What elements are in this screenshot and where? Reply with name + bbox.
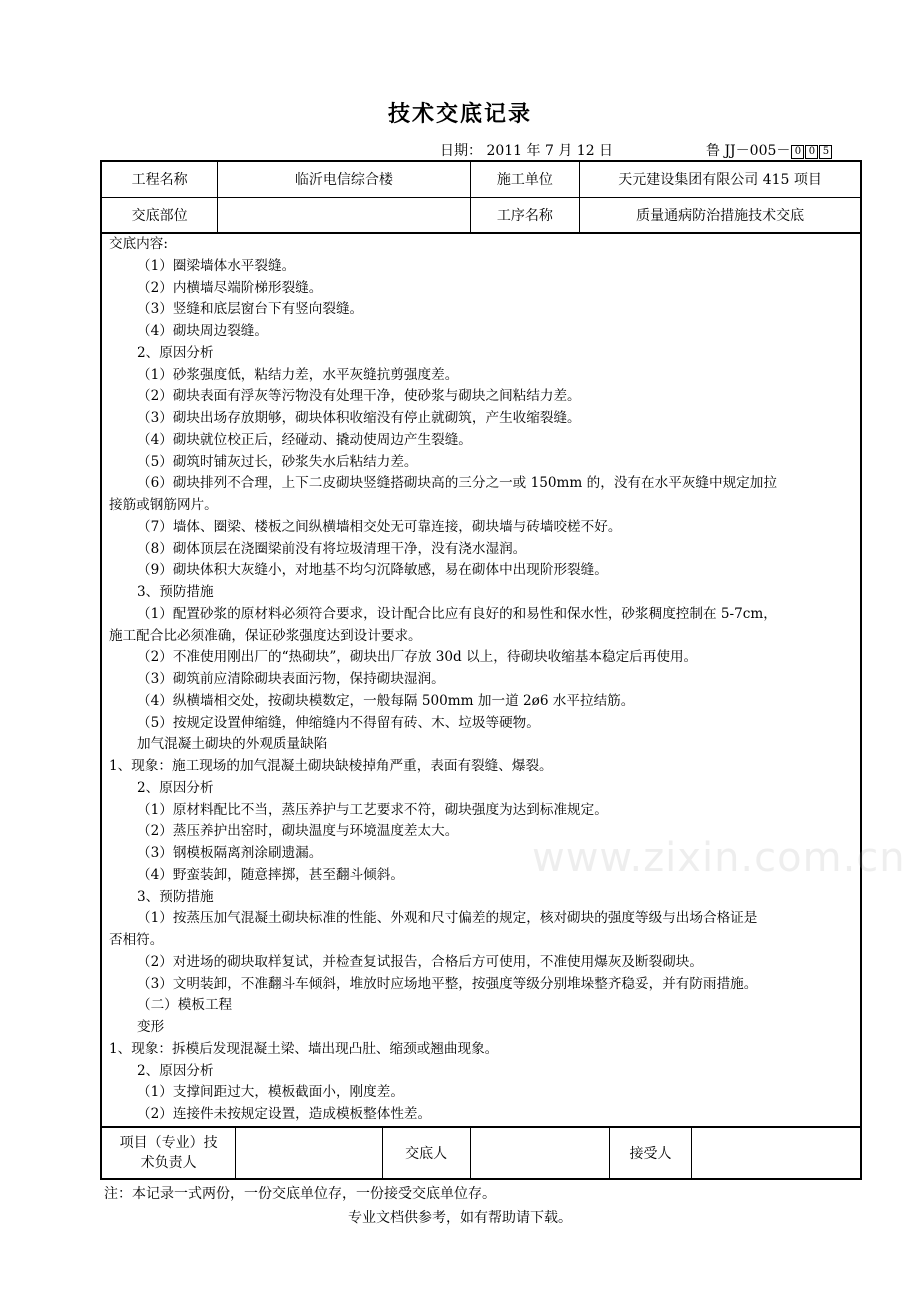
content-line: （1）砂浆强度低，粘结力差，水平灰缝抗剪强度差。	[137, 366, 459, 383]
handover-person-label: 交底人	[382, 1127, 470, 1179]
content-line: （4）砌块周边裂缝。	[137, 323, 268, 339]
content-line: （1）圈梁墙体水平裂缝。	[137, 257, 296, 274]
content-line: （5）砌筑时铺灰过长，砂浆失水后粘结力差。	[137, 453, 418, 470]
content-lines	[102, 231, 860, 1126]
tech-lead-label	[101, 1127, 236, 1179]
content-line: （二）模板工程	[137, 997, 233, 1014]
content-line: 1、现象：施工现场的加气混凝土砌块缺棱掉角严重，表面有裂缝、爆裂。	[109, 758, 553, 774]
document-number-prefix: 鲁 JJ－005－	[706, 143, 791, 159]
signature-table	[100, 1126, 862, 1180]
content-line: （3）竖缝和底层窗台下有竖向裂缝。	[137, 301, 364, 318]
content-line: （2）内横墙尽端阶梯形裂缝。	[137, 279, 323, 296]
content-line: （8）砌体顶层在浇圈梁前没有将垃圾清理干净，没有浇水湿润。	[137, 540, 527, 557]
content-line: （2）连接件未按规定设置，造成模板整体性差。	[137, 1106, 432, 1122]
handover-content	[100, 231, 906, 1126]
header-row	[101, 161, 861, 197]
project-name-label: 工程名称	[101, 161, 218, 197]
content-line: 否相符。	[109, 932, 164, 948]
content-line: 3、预防措施	[137, 584, 214, 600]
content-line: （2）不准使用刚出厂的“热砌块”，砌块出厂存放 30d 以上，待砌块收缩基本稳定后再使用。	[137, 649, 698, 666]
signature-row	[101, 1127, 861, 1179]
content-line: （4）砌块就位校正后，经碰动、撬动使周边产生裂缝。	[137, 431, 472, 448]
content-line: 变形	[137, 1019, 165, 1035]
content-line: （2）砌块表面有浮灰等污物没有处理干净，使砂浆与砌块之间粘结力差。	[137, 388, 581, 405]
tech-lead-label-line: 项目（专业）技	[119, 1135, 218, 1151]
process-name-label: 工序名称	[470, 197, 580, 233]
content-line: 施工配合比必须准确，保证砂浆强度达到设计要求。	[109, 627, 422, 644]
content-line: 加气混凝土砌块的外观质量缺陷	[137, 736, 328, 753]
content-line: 1、现象：拆模后发现混凝土梁、墙出现凸肚、缩颈或翘曲现象。	[109, 1040, 499, 1057]
process-name-value: 质量通病防治措施技术交底	[580, 197, 861, 233]
watermark: www.zixin.com.cn	[532, 835, 906, 881]
content-line: （6）砌块排列不合理，上下二皮砌块竖缝搭砌块高的三分之一或 150mm 的，没有在水平灰缝中规定加拉	[137, 475, 777, 492]
header-table	[100, 160, 862, 234]
content-line: （5）按规定设置伸缩缝，伸缩缝内不得留有砖、木、垃圾等硬物。	[137, 714, 540, 731]
content-line: （2）对进场的砌块取样复试，并检查复试报告，合格后方可使用，不准使用爆灰及断裂砌块。	[137, 953, 703, 970]
content-line: （1）按蒸压加气混凝土砌块标准的性能、外观和尺寸偏差的规定，核对砌块的强度等级与出场合格证是	[137, 910, 758, 927]
content-line: （4）纵横墙相交处，按砌块模数定，一般每隔 500mm 加一道 2ø6 水平拉结筋。	[137, 692, 635, 709]
receiver-label: 接受人	[610, 1127, 692, 1179]
document-number	[706, 140, 832, 160]
content-line: （1）支撑间距过大，模板截面小，刚度差。	[137, 1084, 404, 1101]
content-line: （1）原材料配比不当，蒸压养护与工艺要求不符，砌块强度为达到标准规定。	[137, 801, 608, 818]
content-line: （4）野蛮装卸，随意摔掷，甚至翻斗倾斜。	[137, 866, 404, 883]
document-number-box: 0	[805, 145, 818, 159]
document-number-box: 0	[791, 145, 804, 159]
content-line: 2、原因分析	[137, 1062, 214, 1079]
content-line: （3）砌块出场存放期够，砌块体积收缩没有停止就砌筑，产生收缩裂缝。	[137, 410, 581, 426]
page-footer: 专业文档供参考，如有帮助请下载。	[348, 1210, 572, 1226]
date-line: 日期： 2011 年 7 月 12 日	[440, 143, 614, 159]
content-line: （3）文明装卸，不准翻斗车倾斜，堆放时应场地平整，按强度等级分别堆垛整齐稳妥，并有防雨措施。	[137, 975, 758, 992]
construction-unit-value: 天元建设集团有限公司 415 项目	[580, 161, 861, 197]
handover-part-value	[218, 197, 470, 233]
tech-lead-value	[236, 1127, 383, 1179]
page-title: 技术交底记录	[387, 102, 532, 127]
content-line: 3、预防措施	[137, 888, 214, 905]
content-line: （7）墙体、圈梁、楼板之间纵横墙相交处无可靠连接，砌块墙与砖墙咬槎不好。	[137, 518, 622, 535]
footnote: 注：本记录一式两份，一份交底单位存，一份接受交底单位存。	[104, 1186, 496, 1202]
document-number-box: 5	[819, 145, 832, 159]
content-line: 2、原因分析	[137, 344, 214, 361]
content-line: 接筋或钢筋网片。	[109, 497, 218, 513]
content-line: （2）蒸压养护出窑时，砌块温度与环境温度差太大。	[137, 823, 459, 840]
construction-unit-label: 施工单位	[470, 161, 580, 197]
content-line: （1）配置砂浆的原材料必须符合要求，设计配合比应有良好的和易性和保水性，砂浆稠度控制在 5-7cm，	[137, 605, 777, 622]
header-row	[101, 197, 861, 233]
content-line: 2、原因分析	[137, 779, 214, 796]
content-line: （3）钢模板隔离剂涂刷遗漏。	[137, 845, 323, 861]
receiver-value	[691, 1127, 861, 1179]
handover-part-label: 交底部位	[101, 197, 218, 233]
project-name-value: 临沂电信综合楼	[218, 161, 470, 197]
tech-lead-label-line: 术负责人	[140, 1155, 197, 1171]
content-line: （3）砌筑前应清除砌块表面污物，保持砌块湿润。	[137, 671, 445, 687]
content-line: （9）砌块体积大灰缝小，对地基不均匀沉降敏感，易在砌体中出现阶形裂缝。	[137, 562, 608, 579]
handover-person-value	[470, 1127, 610, 1179]
content-heading: 交底内容:	[109, 236, 168, 252]
